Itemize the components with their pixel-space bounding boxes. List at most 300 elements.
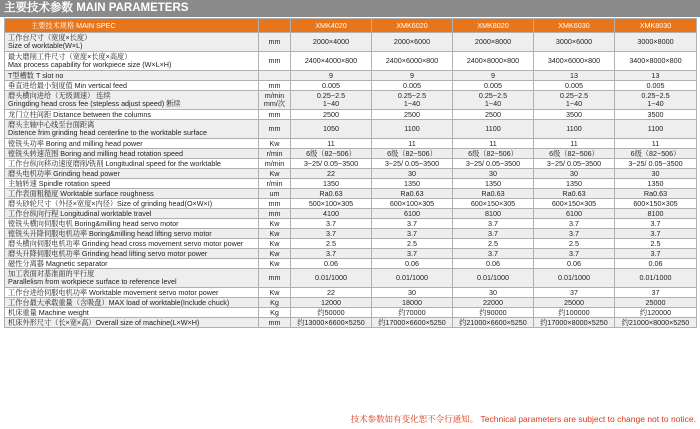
unit-cell-line: Kw xyxy=(269,228,280,238)
value-cell xyxy=(615,259,697,269)
table-row xyxy=(5,179,697,189)
table-row xyxy=(5,209,697,219)
unit-cell xyxy=(259,139,291,149)
value-cell-line: 3.7 xyxy=(407,218,417,228)
value-cell xyxy=(534,239,615,249)
value-cell-line: 2.5 xyxy=(488,238,498,248)
param-name-cell xyxy=(5,81,259,91)
value-cell-line: 0.005 xyxy=(565,80,583,90)
table-row xyxy=(5,259,697,269)
param-name-cell xyxy=(5,52,259,71)
value-cell xyxy=(291,139,372,149)
unit-cell xyxy=(259,159,291,169)
table-body xyxy=(5,33,697,328)
value-cell xyxy=(372,71,453,81)
value-cell xyxy=(615,149,697,159)
param-name-cell-line: 工作台进给伺服电机功率 Worktable movement servo motor power xyxy=(8,287,219,297)
value-cell xyxy=(291,259,372,269)
value-cell xyxy=(291,71,372,81)
value-cell-line: 2000×4000 xyxy=(312,37,350,46)
table-row xyxy=(5,169,697,179)
value-cell-line: 0.005 xyxy=(403,80,421,90)
unit-cell xyxy=(259,269,291,288)
value-cell xyxy=(453,308,534,318)
value-cell-line: Ra0.63 xyxy=(562,188,586,198)
value-cell xyxy=(291,209,372,219)
unit-cell xyxy=(259,149,291,159)
value-cell-line: 0.01/1000 xyxy=(639,273,672,282)
value-cell-line: 8100 xyxy=(485,208,501,218)
unit-cell-line: Kw xyxy=(269,168,280,178)
value-cell-line: 2400×8000×800 xyxy=(466,56,520,65)
value-cell xyxy=(534,219,615,229)
value-cell-line: 11 xyxy=(651,138,660,148)
value-cell xyxy=(615,139,697,149)
value-cell-line: Ra0.63 xyxy=(400,188,424,198)
value-cell xyxy=(372,249,453,259)
value-cell xyxy=(453,189,534,199)
value-cell xyxy=(372,120,453,139)
value-cell xyxy=(453,209,534,219)
header-spec-label: 主要技术规格 MAIN SPEC xyxy=(5,19,259,33)
value-cell-line: 3.7 xyxy=(326,228,336,238)
unit-cell-line: Kw xyxy=(269,287,280,297)
value-cell xyxy=(615,71,697,81)
param-name-cell-line: 镗铣头升降伺服电机功率 Boring&milling head lifting servo motor xyxy=(8,228,212,238)
value-cell-line: 3000×6000 xyxy=(555,37,593,46)
unit-cell-line: mm xyxy=(268,124,281,133)
unit-cell-line: Kg xyxy=(270,297,279,307)
value-cell-line: 约50000 xyxy=(317,307,345,317)
value-cell-line: 18000 xyxy=(402,297,422,307)
value-cell-line: 2400×6000×800 xyxy=(385,56,439,65)
param-name-cell xyxy=(5,189,259,199)
unit-cell-line: mm xyxy=(268,109,281,119)
value-cell-line: 3.7 xyxy=(569,228,579,238)
header-model: XMK4020 xyxy=(291,19,372,33)
value-cell-line: Ra0.63 xyxy=(643,188,668,198)
header-unit xyxy=(259,19,291,33)
unit-cell xyxy=(259,249,291,259)
value-cell xyxy=(291,199,372,209)
unit-cell-line: mm xyxy=(268,273,281,282)
value-cell xyxy=(372,149,453,159)
param-name-cell-line: 工作台尺寸（宽度×长度） xyxy=(8,33,92,42)
value-cell-line: 0.25~2.5 xyxy=(478,91,508,100)
unit-cell xyxy=(259,71,291,81)
value-cell xyxy=(615,288,697,298)
param-name-cell xyxy=(5,110,259,120)
unit-cell-line: mm xyxy=(268,56,281,65)
param-name-cell-line: 龙门立柱间距 Distance between the columns xyxy=(8,109,152,119)
value-cell-line: 3.7 xyxy=(650,228,661,238)
value-cell-line: 9 xyxy=(410,70,414,80)
value-cell xyxy=(615,91,697,110)
value-cell-line: 3.7 xyxy=(407,228,417,238)
value-cell xyxy=(453,199,534,209)
param-name-cell-line: 镗铣头功率 Boring and milling head power xyxy=(8,138,143,148)
value-cell-line: 4100 xyxy=(323,208,339,218)
value-cell-line: 3~25/ 0.05~3500 xyxy=(546,158,602,168)
unit-cell-line: um xyxy=(269,188,280,198)
value-cell xyxy=(534,199,615,209)
value-cell xyxy=(534,298,615,308)
value-cell xyxy=(372,139,453,149)
value-cell xyxy=(453,91,534,110)
value-cell-line: 9 xyxy=(329,70,333,80)
value-cell-line: 600×100×305 xyxy=(389,198,435,208)
unit-cell xyxy=(259,318,291,328)
value-cell-line: 3~25/ 0.05~3500 xyxy=(465,158,521,168)
param-name-cell-line: 机床外形尺寸（长×宽×高）Overall size of machine(L×W×H) xyxy=(8,317,200,327)
value-cell xyxy=(534,209,615,219)
value-cell xyxy=(291,159,372,169)
value-cell xyxy=(453,249,534,259)
unit-cell xyxy=(259,239,291,249)
unit-cell-line: Kw xyxy=(269,258,280,268)
value-cell xyxy=(534,149,615,159)
value-cell-line: 0.25~2.5 xyxy=(316,91,346,100)
value-cell-line: 2.5 xyxy=(569,238,579,248)
value-cell xyxy=(291,288,372,298)
value-cell xyxy=(615,159,697,169)
value-cell xyxy=(372,52,453,71)
value-cell-line: 30 xyxy=(489,287,497,297)
value-cell-line: 11 xyxy=(408,138,416,148)
param-name-cell-line: 磨头升降伺服电机功率 Grinding head lifting servo motor power xyxy=(8,248,208,258)
value-cell-line: 1~40 xyxy=(484,99,502,108)
param-name-cell xyxy=(5,139,259,149)
value-cell-line: 0.01/1000 xyxy=(477,273,509,282)
param-name-cell xyxy=(5,318,259,328)
value-cell-line: 600×150×305 xyxy=(633,198,678,208)
value-cell xyxy=(453,110,534,120)
page-title: 主要技术参数 MAIN PARAMETERS xyxy=(0,0,700,17)
value-cell-line: 0.005 xyxy=(322,80,340,90)
value-cell xyxy=(534,91,615,110)
table-row xyxy=(5,229,697,239)
value-cell xyxy=(372,209,453,219)
param-name-cell-line: 磨头电机功率 Grinding head power xyxy=(8,168,120,178)
value-cell-line: 0.01/1000 xyxy=(558,273,590,282)
param-name-cell xyxy=(5,229,259,239)
param-name-cell-line: 工作台纵向行程 Longitudinal worktable travel xyxy=(8,208,152,218)
value-cell xyxy=(615,120,697,139)
value-cell xyxy=(534,33,615,52)
value-cell-line: 1350 xyxy=(404,178,420,188)
table-row xyxy=(5,288,697,298)
value-cell-line: 约17000×6600×5250 xyxy=(378,317,446,327)
value-cell-line: 1100 xyxy=(566,124,582,133)
value-cell xyxy=(615,298,697,308)
unit-cell xyxy=(259,209,291,219)
value-cell xyxy=(372,318,453,328)
value-cell xyxy=(291,81,372,91)
param-name-cell-line: Distence frim grinding head centerline to the worktable surface xyxy=(8,128,207,137)
table-row xyxy=(5,239,697,249)
value-cell-line: 6级（82~506） xyxy=(468,148,518,158)
unit-cell-line: mm xyxy=(268,317,281,327)
value-cell-line: 3.7 xyxy=(488,228,498,238)
value-cell-line: 25000 xyxy=(645,297,666,307)
value-cell xyxy=(291,269,372,288)
value-cell-line: 3~25/ 0.05~3500 xyxy=(303,158,359,168)
value-cell xyxy=(453,219,534,229)
value-cell-line: 600×150×305 xyxy=(470,198,516,208)
param-name-cell xyxy=(5,149,259,159)
unit-cell-line: mm xyxy=(268,208,281,218)
value-cell xyxy=(453,269,534,288)
value-cell-line: 约17000×8000×5250 xyxy=(540,317,608,327)
unit-cell-line: Kw xyxy=(269,248,280,258)
param-name-cell xyxy=(5,298,259,308)
value-cell-line: 3.7 xyxy=(407,248,417,258)
param-name-cell-line: 镗铣头转速范围 Boring and milling head rotation speed xyxy=(8,148,183,158)
param-name-cell-line: Parallelism from workpiece surface to reference level xyxy=(8,277,177,286)
table-row xyxy=(5,71,697,81)
param-name-cell-line: 磨头砂轮尺寸（外径×宽度×内径）Size of grinding head(O×W×I) xyxy=(8,198,213,208)
value-cell-line: 约70000 xyxy=(398,307,426,317)
unit-cell xyxy=(259,169,291,179)
header-model: XMK6030 xyxy=(534,19,615,33)
param-name-cell xyxy=(5,199,259,209)
value-cell xyxy=(615,189,697,199)
value-cell xyxy=(615,219,697,229)
value-cell-line: 37 xyxy=(570,287,578,297)
value-cell-line: 1~40 xyxy=(565,99,583,108)
value-cell-line: 30 xyxy=(651,168,660,178)
param-name-cell-line: Gringding head cross fee (stepless adjust speed) 断续 xyxy=(8,99,181,108)
value-cell xyxy=(291,33,372,52)
unit-cell-line: m/min xyxy=(264,91,285,100)
unit-cell-line: r/min xyxy=(266,148,283,158)
table-row xyxy=(5,249,697,259)
unit-cell-line: mm xyxy=(268,37,281,46)
value-cell-line: 3~25/ 0.05~3500 xyxy=(628,158,683,168)
value-cell-line: 1~40 xyxy=(322,99,340,108)
param-name-cell xyxy=(5,209,259,219)
value-cell-line: 0.01/1000 xyxy=(315,273,347,282)
param-name-cell-line: 磨头主轴中心线至台面距离 xyxy=(8,120,95,129)
value-cell xyxy=(453,318,534,328)
table-header-row xyxy=(5,19,697,33)
table-row xyxy=(5,149,697,159)
value-cell-line: 12000 xyxy=(321,297,341,307)
value-cell xyxy=(615,239,697,249)
value-cell xyxy=(372,259,453,269)
value-cell-line: 约13000×6600×5250 xyxy=(297,317,365,327)
param-name-cell xyxy=(5,169,259,179)
value-cell xyxy=(534,269,615,288)
value-cell-line: 1350 xyxy=(485,178,501,188)
value-cell xyxy=(615,169,697,179)
unit-cell xyxy=(259,110,291,120)
value-cell-line: 2000×6000 xyxy=(393,37,431,46)
unit-cell-line: Kg xyxy=(270,307,279,317)
value-cell-line: 约120000 xyxy=(639,307,672,317)
value-cell xyxy=(534,71,615,81)
value-cell-line: 2400×4000×800 xyxy=(304,56,358,65)
value-cell xyxy=(372,179,453,189)
header-model: XMK8030 xyxy=(615,19,697,33)
value-cell-line: 0.01/1000 xyxy=(396,273,428,282)
value-cell xyxy=(372,219,453,229)
disclaimer-note: 技术参数如有变化恕不令行通知。 Technical parameters are subject to change not to notice. xyxy=(350,414,696,424)
value-cell-line: 30 xyxy=(570,168,578,178)
value-cell-line: 3500 xyxy=(647,109,664,119)
param-name-cell xyxy=(5,179,259,189)
value-cell-line: 6级（82~506） xyxy=(630,148,681,158)
value-cell xyxy=(291,298,372,308)
value-cell xyxy=(453,259,534,269)
param-name-cell xyxy=(5,120,259,139)
param-name-cell xyxy=(5,249,259,259)
value-cell xyxy=(291,249,372,259)
value-cell-line: 0.06 xyxy=(486,258,500,268)
param-name-cell-line: 加工表面对基准面的平行度 xyxy=(8,269,95,278)
unit-cell xyxy=(259,229,291,239)
value-cell-line: 6级（82~506） xyxy=(387,148,437,158)
unit-cell-line: mm xyxy=(268,198,281,208)
value-cell xyxy=(534,288,615,298)
unit-cell xyxy=(259,288,291,298)
value-cell-line: 0.005 xyxy=(646,80,665,90)
value-cell-line: 3.7 xyxy=(488,218,498,228)
value-cell xyxy=(291,52,372,71)
value-cell xyxy=(291,308,372,318)
param-name-cell xyxy=(5,91,259,110)
value-cell-line: 0.06 xyxy=(648,258,663,268)
value-cell xyxy=(615,229,697,239)
value-cell-line: 1350 xyxy=(566,178,582,188)
value-cell-line: 30 xyxy=(408,287,416,297)
value-cell-line: 3.7 xyxy=(650,218,661,228)
value-cell-line: 1100 xyxy=(485,124,501,133)
unit-cell xyxy=(259,219,291,229)
value-cell xyxy=(615,318,697,328)
value-cell-line: 6100 xyxy=(566,208,582,218)
param-name-cell xyxy=(5,159,259,169)
value-cell-line: 2.5 xyxy=(326,238,336,248)
value-cell-line: 6100 xyxy=(404,208,420,218)
value-cell-line: 0.06 xyxy=(324,258,338,268)
value-cell-line: 3400×8000×800 xyxy=(629,56,682,65)
unit-cell xyxy=(259,91,291,110)
value-cell xyxy=(615,33,697,52)
value-cell-line: 0.25~2.5 xyxy=(641,91,670,100)
value-cell xyxy=(615,179,697,189)
value-cell-line: 3000×8000 xyxy=(637,37,674,46)
value-cell-line: 2500 xyxy=(485,109,501,119)
value-cell-line: 3400×6000×800 xyxy=(547,56,601,65)
value-cell xyxy=(615,52,697,71)
table-row xyxy=(5,189,697,199)
value-cell xyxy=(534,259,615,269)
unit-cell xyxy=(259,308,291,318)
value-cell-line: 3.7 xyxy=(488,248,498,258)
value-cell-line: 0.005 xyxy=(484,80,502,90)
param-name-cell-line: 镗铣头横向伺服电机 Boring&milling head servo motor xyxy=(8,218,179,228)
value-cell-line: 13 xyxy=(651,70,660,80)
value-cell-line: 约21000×6600×5250 xyxy=(459,317,527,327)
value-cell xyxy=(534,159,615,169)
value-cell-line: 0.06 xyxy=(405,258,419,268)
table-row xyxy=(5,219,697,229)
value-cell xyxy=(453,169,534,179)
value-cell xyxy=(291,179,372,189)
value-cell-line: 3.7 xyxy=(326,218,336,228)
value-cell-line: Ra0.63 xyxy=(319,188,343,198)
value-cell xyxy=(453,33,534,52)
value-cell-line: 11 xyxy=(489,138,497,148)
value-cell-line: 1100 xyxy=(404,124,420,133)
unit-cell-line: mm/次 xyxy=(263,99,286,108)
value-cell-line: 1~40 xyxy=(403,99,421,108)
table-row xyxy=(5,298,697,308)
unit-cell-line: Kw xyxy=(269,218,280,228)
value-cell-line: 1~40 xyxy=(647,99,664,108)
value-cell xyxy=(534,229,615,239)
value-cell-line: 1350 xyxy=(323,178,339,188)
value-cell-line: 30 xyxy=(489,168,497,178)
value-cell-line: 22000 xyxy=(483,297,503,307)
value-cell xyxy=(615,199,697,209)
param-name-cell-line: 最大磨削工件尺寸（宽度×长度×高度） xyxy=(8,52,132,61)
table-row xyxy=(5,110,697,120)
value-cell-line: 3~25/ 0.05~3500 xyxy=(384,158,440,168)
value-cell-line: 2.5 xyxy=(407,238,417,248)
value-cell xyxy=(453,288,534,298)
table-row xyxy=(5,269,697,288)
value-cell xyxy=(615,269,697,288)
value-cell-line: 3.7 xyxy=(326,248,336,258)
param-name-cell-line: 机床重量 Machine weight xyxy=(8,307,89,317)
value-cell xyxy=(615,308,697,318)
unit-cell xyxy=(259,189,291,199)
value-cell xyxy=(534,249,615,259)
unit-cell xyxy=(259,179,291,189)
value-cell-line: 2000×8000 xyxy=(474,37,512,46)
param-name-cell-line: 磨头横向进给（无级调速） 连续 xyxy=(8,91,111,100)
value-cell-line: 600×150×305 xyxy=(551,198,597,208)
param-name-cell xyxy=(5,269,259,288)
value-cell-line: 1100 xyxy=(647,124,664,133)
param-name-cell-line: 磁性分离器 Magnetic separator xyxy=(8,258,108,268)
value-cell xyxy=(291,91,372,110)
value-cell-line: 1350 xyxy=(647,178,664,188)
value-cell xyxy=(453,120,534,139)
table-row xyxy=(5,318,697,328)
param-name-cell-line: 磨头横向伺服电机功率 Grinding head cross movement servo motor power xyxy=(8,238,244,248)
table-row xyxy=(5,159,697,169)
value-cell-line: 8100 xyxy=(647,208,664,218)
value-cell xyxy=(453,239,534,249)
value-cell xyxy=(453,52,534,71)
param-name-cell xyxy=(5,33,259,52)
value-cell-line: 2500 xyxy=(323,109,339,119)
param-name-cell-line: 工作台纵向移动速度磨削/铣削 Longitudinal speed for the worktable xyxy=(8,158,221,168)
value-cell xyxy=(534,318,615,328)
value-cell-line: 0.06 xyxy=(567,258,581,268)
value-cell xyxy=(453,149,534,159)
value-cell xyxy=(534,120,615,139)
unit-cell xyxy=(259,298,291,308)
value-cell xyxy=(372,159,453,169)
param-name-cell xyxy=(5,288,259,298)
table-row xyxy=(5,308,697,318)
value-cell xyxy=(615,81,697,91)
value-cell xyxy=(372,81,453,91)
